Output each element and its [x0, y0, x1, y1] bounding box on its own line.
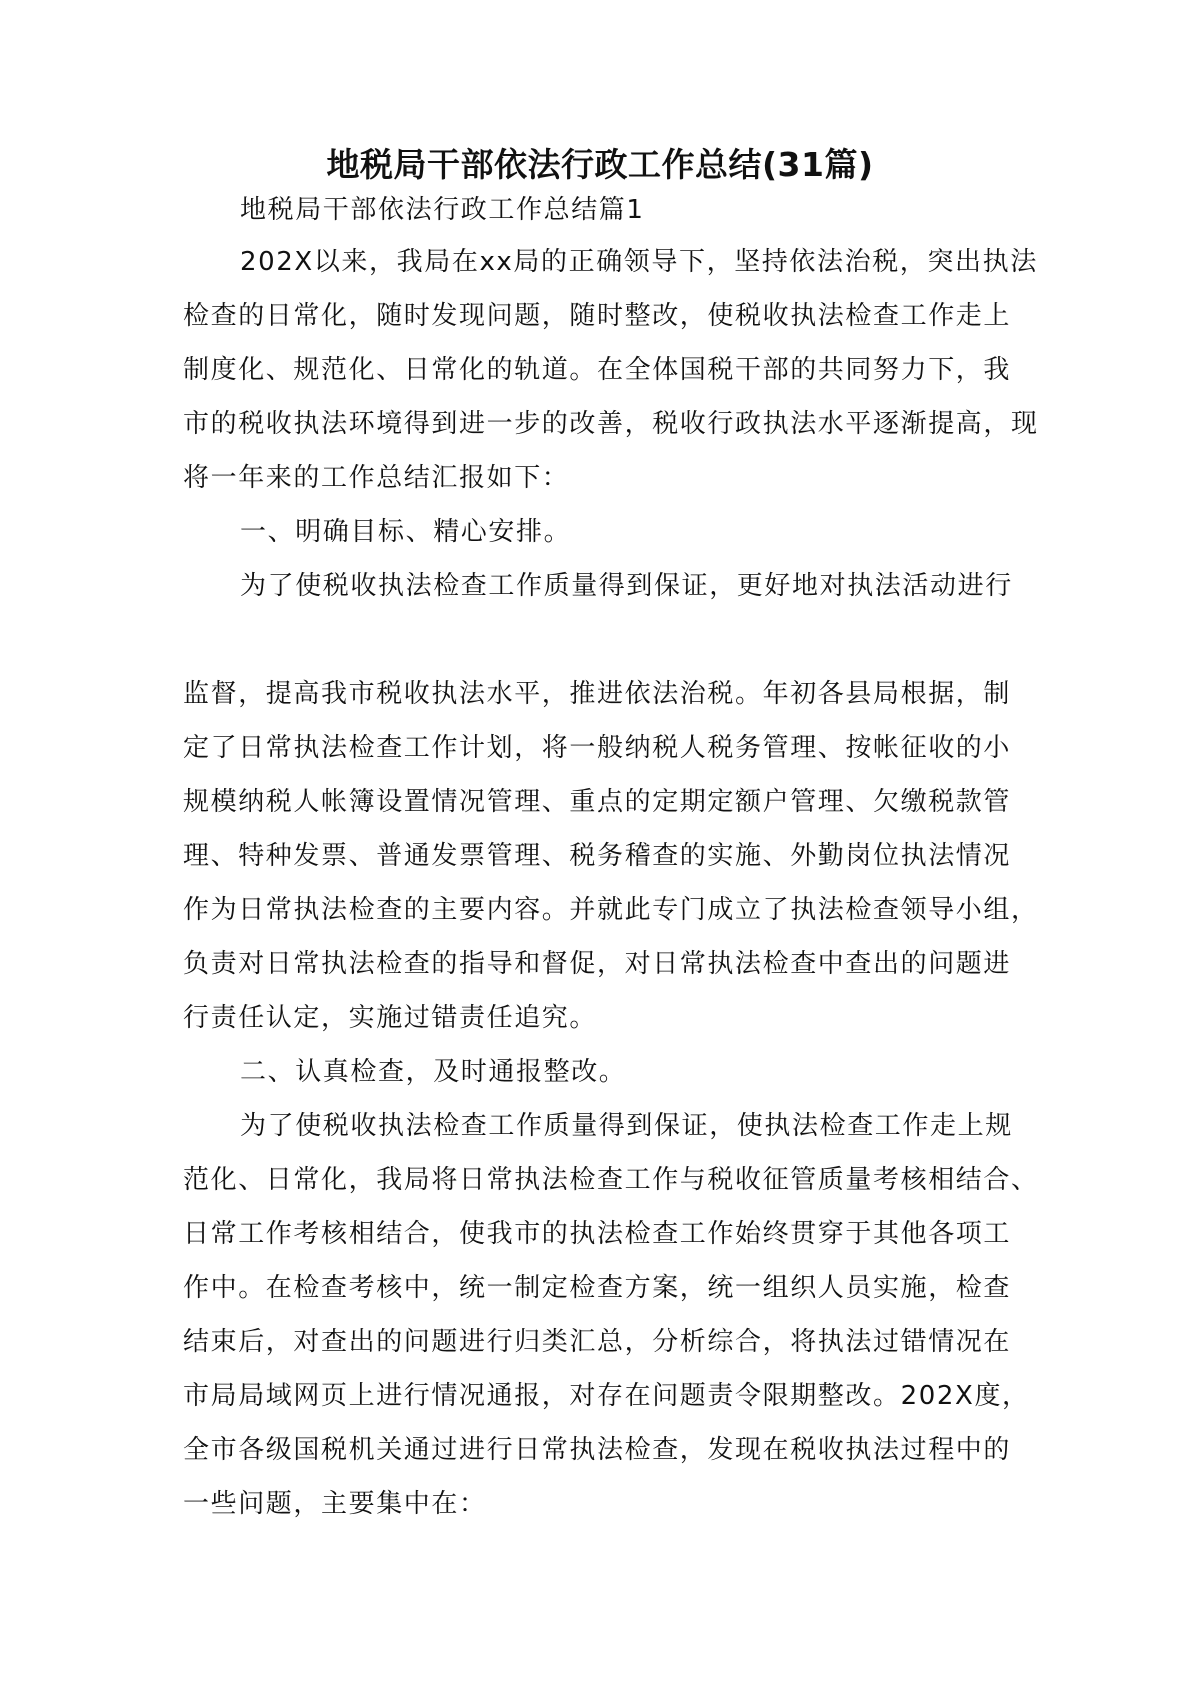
paragraph-line: 市局局域网页上进行情况通报，对存在问题责令限期整改。202X度，	[183, 1381, 1030, 1411]
paragraph-line: 作中。在检查考核中，统一制定检查方案，统一组织人员实施，检查	[183, 1273, 1012, 1303]
paragraph-line: 结束后，对查出的问题进行归类汇总，分析综合，将执法过错情况在	[183, 1327, 1012, 1357]
paragraph-line: 一些问题，主要集中在：	[183, 1489, 487, 1519]
paragraph-line: 全市各级国税机关通过进行日常执法检查，发现在税收执法过程中的	[183, 1435, 1012, 1465]
paragraph-line: 为了使税收执法检查工作质量得到保证，使执法检查工作走上规	[240, 1111, 1013, 1141]
paragraph-line: 监督，提高我市税收执法水平，推进依法治税。年初各县局根据，制	[183, 679, 1012, 709]
paragraph-line: 范化、日常化，我局将日常执法检查工作与税收征管质量考核相结合、	[183, 1165, 1039, 1195]
section-heading: 地税局干部依法行政工作总结篇1	[240, 195, 645, 225]
paragraph-line: 定了日常执法检查工作计划，将一般纳税人税务管理、按帐征收的小	[183, 733, 1012, 763]
paragraph-line: 日常工作考核相结合，使我市的执法检查工作始终贯穿于其他各项工	[183, 1219, 1012, 1249]
paragraph-line: 理、特种发票、普通发票管理、税务稽查的实施、外勤岗位执法情况	[183, 841, 1012, 871]
document-title: 地税局干部依法行政工作总结(31篇)	[326, 145, 874, 184]
paragraph-line: 检查的日常化，随时发现问题，随时整改，使税收执法检查工作走上	[183, 301, 1012, 331]
section-heading: 一、明确目标、精心安排。	[240, 517, 572, 547]
paragraph-line: 行责任认定，实施过错责任追究。	[183, 1003, 598, 1033]
paragraph-line: 作为日常执法检查的主要内容。并就此专门成立了执法检查领导小组，	[183, 895, 1039, 925]
paragraph-line: 202X以来，我局在xx局的正确领导下，坚持依法治税，突出执法	[240, 247, 1038, 277]
paragraph-line: 负责对日常执法检查的指导和督促，对日常执法检查中查出的问题进	[183, 949, 1012, 979]
paragraph-line: 规模纳税人帐簿设置情况管理、重点的定期定额户管理、欠缴税款管	[183, 787, 1012, 817]
paragraph-line: 为了使税收执法检查工作质量得到保证，更好地对执法活动进行	[240, 571, 1013, 601]
paragraph-line: 将一年来的工作总结汇报如下：	[183, 463, 570, 493]
paragraph-line: 市的税收执法环境得到进一步的改善，税收行政执法水平逐渐提高，现	[183, 409, 1039, 439]
section-heading: 二、认真检查，及时通报整改。	[240, 1057, 627, 1087]
paragraph-line: 制度化、规范化、日常化的轨道。在全体国税干部的共同努力下，我	[183, 355, 1012, 385]
